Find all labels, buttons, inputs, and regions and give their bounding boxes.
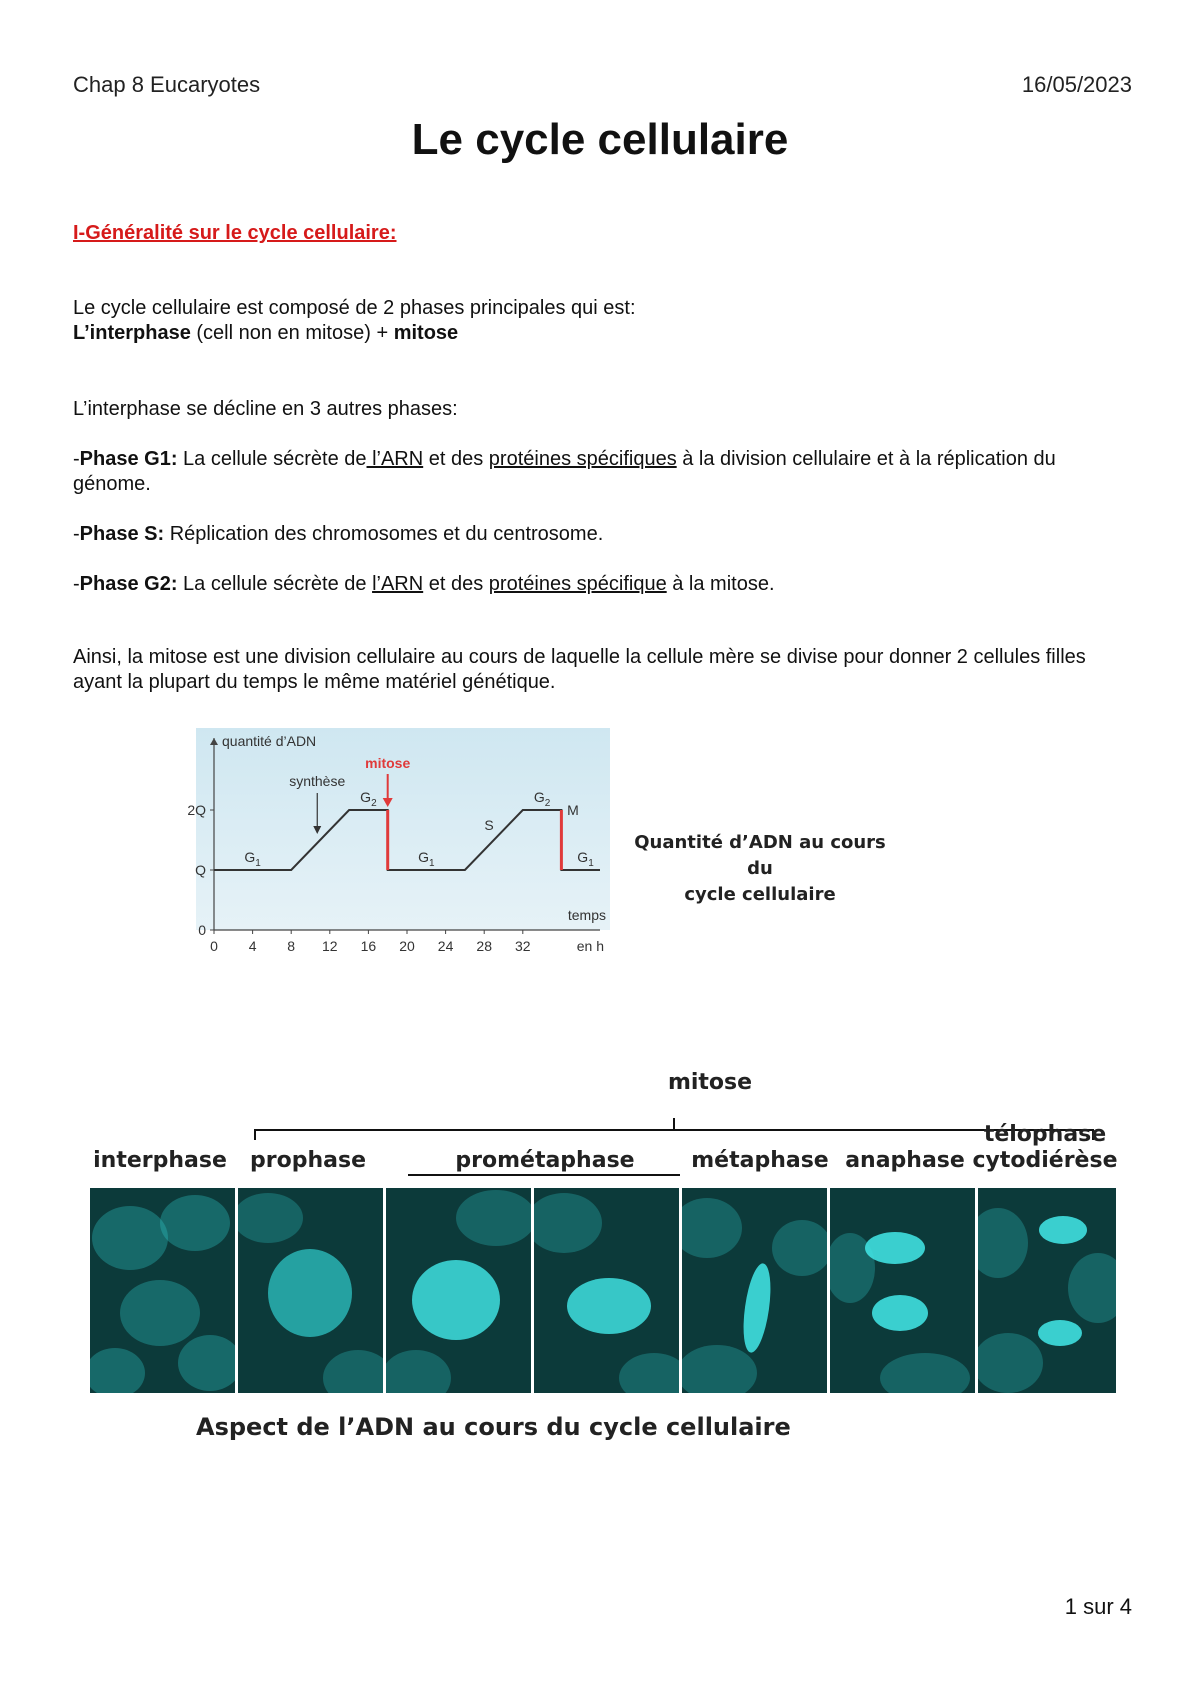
label-g1: $G_1$ xyxy=(577,849,594,869)
y-axis-label: quantité d’ADN xyxy=(222,733,317,749)
metaphase-image xyxy=(682,1188,829,1393)
x-axis-label: temps xyxy=(567,907,606,923)
intro-phases-text: (cell non en mitose) + xyxy=(190,322,394,344)
x-tick-label: 28 xyxy=(476,938,492,954)
stage-label-cytodierese: cytodiérèse xyxy=(972,1148,1118,1173)
phase-s-text: Réplication des chromosomes et du centrosome. xyxy=(164,523,604,545)
phase-g1-text-2: et des xyxy=(423,448,489,470)
stage-label-prometaphase: prométaphase xyxy=(455,1148,635,1173)
label-s: S xyxy=(484,817,494,833)
phase-g1-paragraph xyxy=(73,447,1133,497)
intro-paragraph xyxy=(73,296,1133,346)
stage-label-metaphase: métaphase xyxy=(691,1148,829,1173)
label-m: M xyxy=(567,802,579,818)
x-tick-label: 16 xyxy=(360,938,377,954)
phase-g1-label: Phase G1: xyxy=(79,448,178,470)
interphase-term: L’interphase xyxy=(73,322,191,344)
phase-g2-paragraph xyxy=(73,572,1133,597)
label-g2: $G_2$ xyxy=(360,789,377,809)
label-g1: $G_1$ xyxy=(418,849,435,869)
x-tick-label: 4 xyxy=(248,938,257,954)
phase-s-paragraph xyxy=(73,522,1133,547)
x-tick-label: 20 xyxy=(399,938,415,954)
chromosomes xyxy=(567,1278,651,1334)
page-number: 1 sur 4 xyxy=(1064,1594,1132,1619)
interphase-intro: L’interphase se décline en 3 autres phases: xyxy=(73,398,458,420)
stage-label-interphase: interphase xyxy=(93,1148,227,1173)
phase-g1-proteins: protéines spécifiques xyxy=(488,448,677,470)
phase-s-dash: - xyxy=(73,523,80,545)
anaphase-image xyxy=(830,1188,977,1393)
stage-label-telophase: télophase xyxy=(983,1122,1107,1147)
x-unit-label: en h xyxy=(576,938,604,954)
mitose-bracket-label: mitose xyxy=(667,1070,753,1095)
mitose-term: mitose xyxy=(393,322,459,344)
x-tick-label: 8 xyxy=(287,938,296,954)
x-tick-label: 24 xyxy=(437,938,454,954)
chart-caption-line-2: cycle cellulaire xyxy=(684,884,836,905)
mitosis-figure xyxy=(90,1070,1120,1400)
chapter-label: Chap 8 Eucaryotes xyxy=(73,72,261,97)
phase-g2-proteins: protéines spécifique xyxy=(488,573,667,595)
intro-phases-line xyxy=(73,321,1133,346)
y-tick-label: 0 xyxy=(198,922,206,938)
chromatids-bottom xyxy=(872,1295,928,1331)
y-tick-label: Q xyxy=(195,862,206,878)
phase-s-label: Phase S: xyxy=(79,523,165,545)
phase-g2-text-3: à la mitose. xyxy=(666,573,775,595)
condensing-chromatin xyxy=(268,1249,352,1337)
daughter-nucleus-top xyxy=(1039,1216,1087,1244)
phase-g2-arn: l’ARN xyxy=(372,573,424,595)
page-title: Le cycle cellulaire xyxy=(411,115,789,164)
interphase-image xyxy=(90,1188,237,1393)
x-tick-label: 32 xyxy=(515,938,531,954)
document-date: 16/05/2023 xyxy=(1021,72,1132,97)
intro-line: Le cycle cellulaire est composé de 2 phases principales qui est: xyxy=(73,297,636,319)
x-tick-label: 0 xyxy=(210,938,218,954)
chromosomes xyxy=(412,1260,500,1340)
section-heading: I-Généralité sur le cycle cellulaire: xyxy=(73,222,397,244)
stage-label-anaphase: anaphase xyxy=(845,1148,965,1173)
phase-g2-dash: - xyxy=(73,573,80,595)
phase-g2-text-1: La cellule sécrète de xyxy=(177,573,373,595)
label-g1: $G_1$ xyxy=(244,849,261,869)
chart-caption-line-1: Quantité d’ADN au cours du xyxy=(634,832,886,879)
phase-g2-text-2: et des xyxy=(423,573,489,595)
daughter-nucleus-bottom xyxy=(1038,1320,1082,1346)
x-tick-label: 12 xyxy=(322,938,338,954)
chromatids-top xyxy=(865,1232,925,1264)
nucleus xyxy=(90,1195,235,1393)
prometaphase-image-2 xyxy=(534,1188,681,1393)
mitosis-caption: Aspect de l’ADN au cours du cycle cellulaire xyxy=(196,1413,791,1441)
phase-g1-text-3: à la division cellulaire et à la réplication du génome. xyxy=(73,448,1056,495)
dna-quantity-chart xyxy=(180,728,620,968)
phase-g1-text-1: La cellule sécrète de xyxy=(177,448,367,470)
label-g2: $G_2$ xyxy=(533,789,551,809)
chart-caption xyxy=(625,830,895,908)
label-synthese: synthèse xyxy=(289,773,346,789)
phase-g1-dash: - xyxy=(73,448,80,470)
prophase-image xyxy=(238,1188,385,1393)
phase-g2-label: Phase G2: xyxy=(79,573,178,595)
label-mitose: mitose xyxy=(365,755,411,771)
stage-label-prophase: prophase xyxy=(250,1148,366,1173)
y-tick-label: 2Q xyxy=(187,802,206,818)
phase-g1-arn: l’ARN xyxy=(366,448,424,470)
telophase-image xyxy=(978,1188,1118,1393)
metaphase-plate xyxy=(739,1262,775,1354)
prometaphase-image-1 xyxy=(386,1188,533,1393)
conclusion-paragraph: Ainsi, la mitose est une division cellulaire au cours de laquelle la cellule mère se divise pour donner 2 cellules filles ayant la plupart du temps le même matériel génétique. xyxy=(73,646,1086,693)
